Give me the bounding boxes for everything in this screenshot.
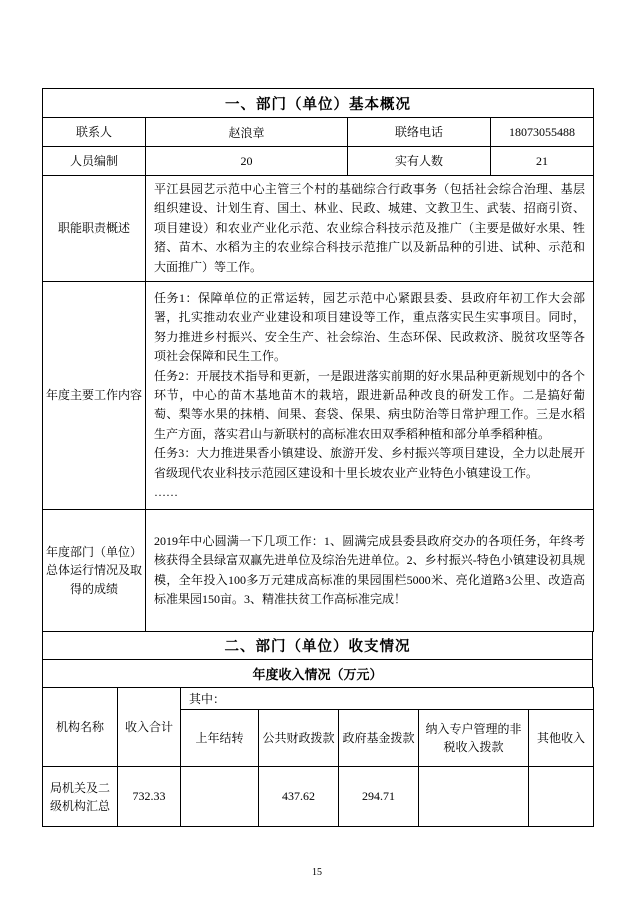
contact-value: 赵浪章 (146, 118, 348, 147)
contact-label: 联系人 (43, 118, 146, 147)
task-2-paragraph: 任务2：开展技术指导和更新，一是跟进落实前期的好水果品种更新规划中的各个环节，中心的苗木基地苗木的栽培，跟进新品种改良的研发工作。二是搞好葡萄、梨等水果的抹梢、间果、套袋、保果、病虫防治等日常护理工作。三是水稻生产方面，落实君山与新联村的高标准农田双季稻种植和部分单季稻种植。 (154, 368, 585, 441)
row-other-income (529, 767, 594, 827)
actual-headcount-label: 实有人数 (348, 147, 491, 176)
staffing-label: 人员编制 (43, 147, 146, 176)
column-header-other-income: 其他收入 (529, 710, 594, 767)
staffing-value: 20 (146, 147, 348, 176)
section2-title: 二、部门（单位）收支情况 (43, 632, 593, 660)
task-1-paragraph: 任务1：保障单位的正常运转，园艺示范中心紧跟县委、县政府年初工作大会部署，扎实推动农业产业建设和项目建设等工作，重点落实民生实事项目。同时，努力推进乡村振兴、安全生产、社会综治、生态环保、民政救济、脱贫攻坚等各项社会保障和民生工作。 (154, 290, 585, 364)
column-header-gov-fund: 政府基金拨款 (339, 710, 419, 767)
duties-paragraph: 平江县园艺示范中心主管三个村的基础综合行政事务（包括社会综合治理、基层组织建设、计划生育、国土、林业、民政、城建、文教卫生、武装、招商引资、项目建设）和农业产业化示范、农业综合科技示范及推广（主要是做好水果、牲猪、苗木、水稻为主的农业综合科技示范推广以及新品种的引进、试种、示范和大面推广）等工作。 (154, 182, 585, 274)
row-carryover (181, 767, 259, 827)
duties-label: 职能职责概述 (43, 176, 146, 282)
annual-work-label: 年度主要工作内容 (43, 282, 146, 510)
row-total-income: 732.33 (118, 767, 181, 827)
income-table-title: 年度收入情况（万元） (43, 660, 593, 688)
income-table (42, 687, 594, 827)
achievements-paragraph: 2019年中心圆满一下几项工作：1、圆满完成县委县政府交办的各项任务，年终考核获得全县绿富双赢先进单位及综治先进单位。2、乡村振兴-特色小镇建设初具规模，全年投入100多万元建成高标准的果园围栏5000米、亮化道路3公里、改造高标准果园150亩。3、精准扶贫工作高标准完成！ (154, 533, 585, 607)
achievements-label: 年度部门（单位）总体运行情况及取得的成绩 (43, 510, 146, 632)
ellipsis-paragraph: …… (154, 485, 178, 500)
achievements-text (146, 510, 594, 632)
row-public-finance: 437.62 (259, 767, 339, 827)
basic-info-table (42, 88, 594, 176)
row-org-name: 局机关及二级机构汇总 (43, 767, 118, 827)
actual-headcount-value: 21 (491, 147, 594, 176)
column-header-public-finance: 公共财政拨款 (259, 710, 339, 767)
page-number: 15 (312, 867, 322, 878)
column-header-org: 机构名称 (43, 688, 118, 767)
phone-label: 联络电话 (348, 118, 491, 147)
report-tables (42, 88, 593, 827)
annual-work-text (146, 282, 594, 510)
column-header-carryover: 上年结转 (181, 710, 259, 767)
table-row (43, 767, 594, 827)
column-header-among: 其中： (181, 688, 594, 710)
task-3-paragraph: 任务3：大力推进果香小镇建设、旅游开发、乡村振兴等项目建设，全力以赴展开省级现代农业科技示范园区建设和十里长坡农业产业特色小镇建设工作。 (154, 446, 585, 480)
row-gov-fund: 294.71 (339, 767, 419, 827)
section2-title-table (42, 631, 593, 688)
column-header-special-account: 纳入专户管理的非税收入拨款 (419, 710, 529, 767)
column-header-total-income: 收入合计 (118, 688, 181, 767)
section1-title: 一、部门（单位）基本概况 (43, 89, 594, 118)
row-special-account (419, 767, 529, 827)
duties-text (146, 176, 594, 282)
description-table (42, 175, 594, 632)
phone-value: 18073055488 (491, 118, 594, 147)
